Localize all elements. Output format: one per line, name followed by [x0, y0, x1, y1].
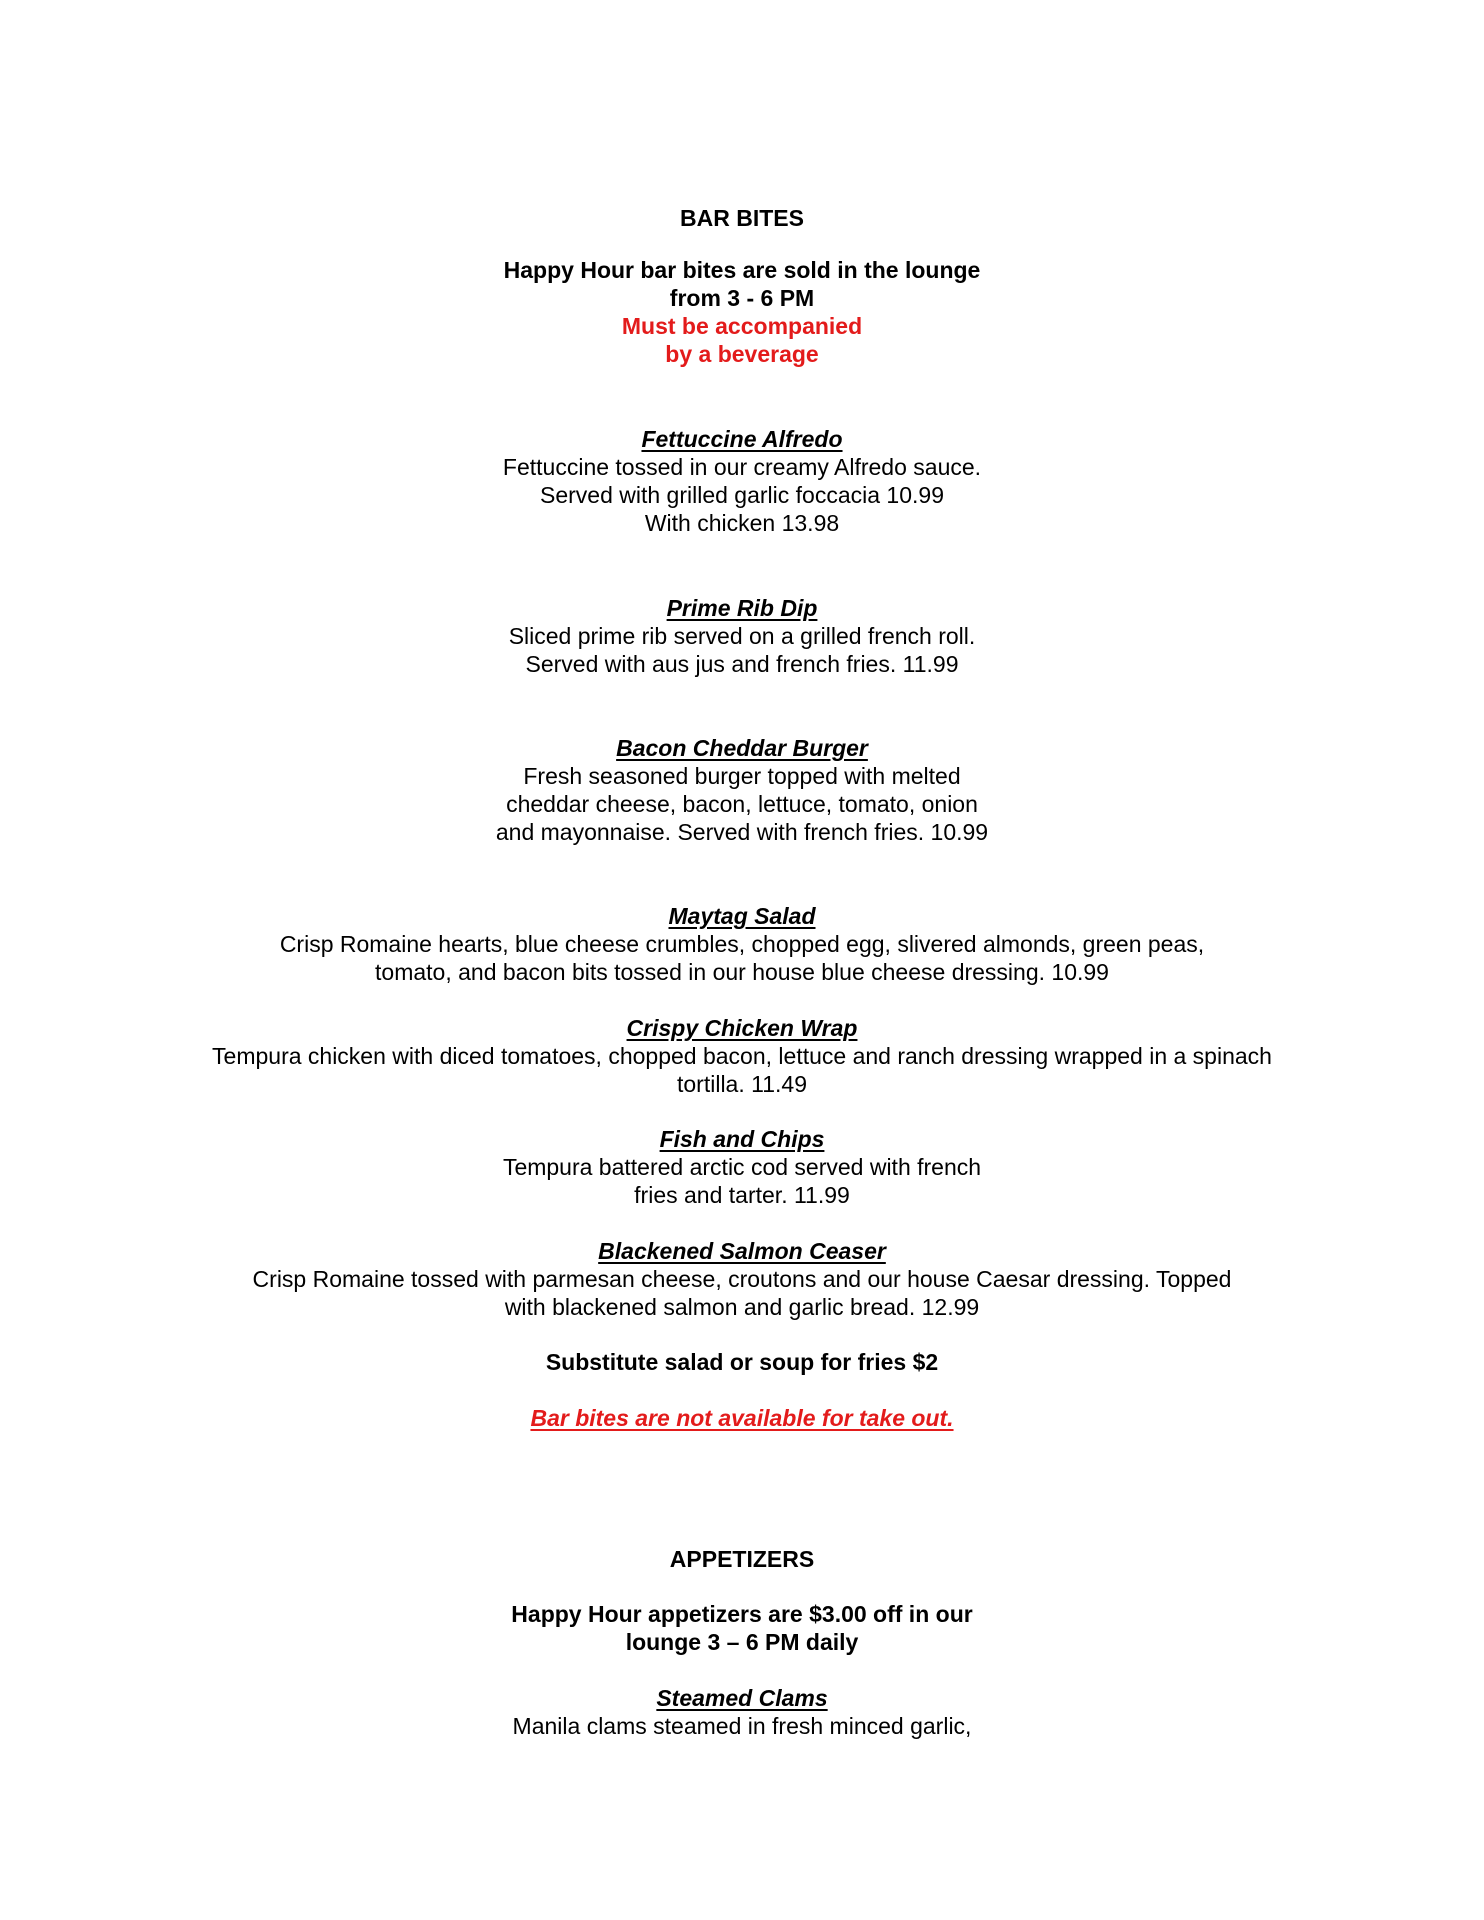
menu-item-fettuccine-alfredo: [0, 425, 1484, 537]
menu-item-description: Crisp Romaine tossed with parmesan cheese, croutons and our house Caesar dressing. Topped: [252, 1266, 1232, 1292]
menu-item-description: cheddar cheese, bacon, lettuce, tomato, onion: [506, 791, 978, 817]
appetizers-intro-line: lounge 3 – 6 PM daily: [625, 1629, 859, 1655]
menu-item-title: Fish and Chips: [659, 1126, 825, 1152]
menu-item-title: Bacon Cheddar Burger: [616, 735, 868, 761]
menu-item-title: Crispy Chicken Wrap: [626, 1015, 858, 1041]
takeout-note-text: Bar bites are not available for take out.: [530, 1405, 954, 1431]
menu-item-description: Served with aus jus and french fries. 11.99: [525, 651, 959, 677]
menu-item-prime-rib-dip: [0, 594, 1484, 678]
menu-item-description: Manila clams steamed in fresh minced garlic,: [512, 1713, 972, 1739]
beverage-requirement-note: Must be accompanied: [621, 313, 863, 339]
menu-item-description: Tempura chicken with diced tomatoes, chopped bacon, lettuce and ranch dressing wrapped in a spinach: [212, 1043, 1272, 1069]
menu-item-description: Tempura battered arctic cod served with french: [502, 1154, 982, 1180]
takeout-note: [0, 1404, 1484, 1432]
menu-item-blackened-salmon-ceaser: [0, 1237, 1484, 1321]
appetizers-intro-line: Happy Hour appetizers are $3.00 off in our: [511, 1601, 973, 1627]
menu-item-fish-and-chips: [0, 1125, 1484, 1209]
menu-item-description: With chicken 13.98: [644, 510, 840, 536]
menu-item-description: Crisp Romaine hearts, blue cheese crumbles, chopped egg, slivered almonds, green peas,: [279, 931, 1205, 957]
bar-bites-heading: BAR BITES: [680, 205, 804, 231]
menu-item-description: tomato, and bacon bits tossed in our house blue cheese dressing. 10.99: [375, 959, 1109, 985]
menu-item-description: with blackened salmon and garlic bread. 12.99: [504, 1294, 980, 1320]
bar-bites-intro: [0, 256, 1484, 368]
menu-item-description: tortilla. 11.49: [677, 1071, 807, 1097]
menu-item-bacon-cheddar-burger: [0, 734, 1484, 846]
menu-item-title: Maytag Salad: [668, 903, 816, 929]
menu-item-description: Served with grilled garlic foccacia 10.99: [540, 482, 944, 508]
menu-item-description: Fettuccine tossed in our creamy Alfredo sauce.: [502, 454, 982, 480]
menu-item-title: Prime Rib Dip: [666, 595, 818, 621]
substitute-note-text: Substitute salad or soup for fries $2: [545, 1349, 939, 1375]
appetizers-heading: APPETIZERS: [669, 1546, 815, 1572]
menu-item-title: Blackened Salmon Ceaser: [598, 1238, 886, 1264]
menu-item-description: and mayonnaise. Served with french fries. 10.99: [495, 819, 989, 845]
appetizers-section-header: [0, 1545, 1484, 1573]
menu-item-title: Fettuccine Alfredo: [641, 426, 843, 452]
bar-bites-intro-line: Happy Hour bar bites are sold in the lounge: [503, 257, 981, 283]
menu-item-description: fries and tarter. 11.99: [634, 1182, 850, 1208]
menu-item-description: Fresh seasoned burger topped with melted: [523, 763, 961, 789]
bar-bites-intro-line: from 3 - 6 PM: [669, 285, 815, 311]
appetizers-intro: [0, 1600, 1484, 1656]
menu-item-maytag-salad: [0, 902, 1484, 986]
menu-item-crispy-chicken-wrap: [0, 1014, 1484, 1098]
beverage-requirement-note: by a beverage: [665, 341, 819, 367]
menu-item-title: Steamed Clams: [656, 1685, 828, 1711]
menu-item-description: Sliced prime rib served on a grilled french roll.: [508, 623, 976, 649]
menu-item-steamed-clams: [0, 1684, 1484, 1740]
substitute-note: [0, 1348, 1484, 1376]
bar-bites-section-header: [0, 204, 1484, 232]
